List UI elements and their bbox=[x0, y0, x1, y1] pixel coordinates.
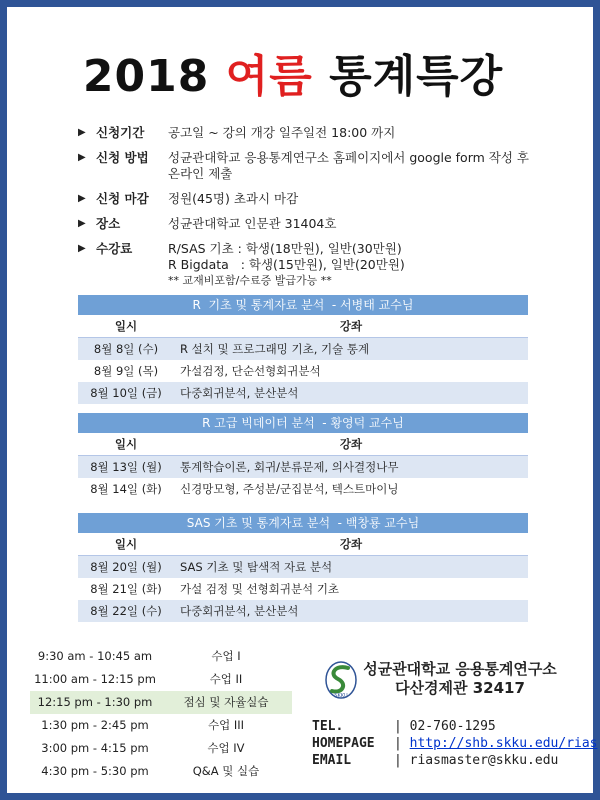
schedule-name: 점심 및 자율실습 bbox=[183, 695, 269, 709]
table-row bbox=[78, 382, 528, 404]
info-label: 신청 마감 bbox=[96, 191, 149, 206]
col-date-header: 일시 bbox=[78, 315, 174, 338]
course-table bbox=[78, 315, 528, 404]
section-header: R 고급 빅데이터 분석 - 황영덕 교수님 bbox=[78, 413, 528, 433]
table-row bbox=[78, 556, 528, 579]
table-row bbox=[78, 456, 528, 479]
course-section-r-basic bbox=[78, 295, 528, 404]
title-highlight: 여름 bbox=[225, 51, 313, 102]
contact-homepage bbox=[312, 735, 598, 752]
bullet-icon: ▶ bbox=[78, 193, 86, 204]
schedule-name: 수업 IV bbox=[207, 741, 245, 755]
row-date: 8월 13일 (월) bbox=[78, 456, 174, 479]
poster-title bbox=[0, 40, 586, 104]
row-course: SAS 기초 및 탐색적 자료 분석 bbox=[174, 556, 528, 579]
email-value[interactable]: | riasmaster@skku.edu bbox=[394, 753, 559, 768]
bullet-icon: ▶ bbox=[78, 127, 86, 138]
homepage-label: HOMEPAGE bbox=[312, 736, 375, 751]
org-address: 다산경제관 32417 bbox=[395, 679, 525, 697]
title-rest: 통계특강 bbox=[329, 51, 504, 102]
row-course: 신경망모형, 주성분/군집분석, 텍스트마이닝 bbox=[174, 478, 528, 500]
info-value-line: R Bigdata : 학생(15만원), 일반(20만원) bbox=[168, 257, 405, 272]
col-date-header: 일시 bbox=[78, 533, 174, 556]
row-course: 가설 검정 및 선형회귀분석 기초 bbox=[174, 578, 528, 600]
homepage-sep: | bbox=[394, 736, 402, 751]
schedule-time: 11:00 am - 12:15 pm bbox=[34, 672, 156, 686]
schedule-time: 12:15 pm - 1:30 pm bbox=[37, 695, 153, 709]
schedule-name: Q&A 및 실습 bbox=[192, 764, 260, 778]
homepage-value bbox=[394, 735, 598, 752]
row-date: 8월 9일 (목) bbox=[78, 360, 174, 382]
info-label: 장소 bbox=[96, 216, 121, 231]
bullet-icon: ▶ bbox=[78, 243, 86, 254]
row-course: 통계학습이론, 회귀/분류문제, 의사결정나무 bbox=[174, 456, 528, 479]
title-year: 2018 bbox=[82, 51, 210, 102]
info-row-period bbox=[78, 125, 558, 141]
homepage-link[interactable]: http://shb.skku.edu/rias bbox=[409, 736, 598, 751]
row-date: 8월 14일 (화) bbox=[78, 478, 174, 500]
course-table bbox=[78, 533, 528, 622]
schedule-time: 4:30 pm - 5:30 pm bbox=[41, 764, 149, 778]
email-label: EMAIL bbox=[312, 753, 352, 768]
info-label: 신청기간 bbox=[96, 125, 145, 140]
schedule-time: 1:30 pm - 2:45 pm bbox=[41, 718, 149, 732]
fee-note: ** 교재비포함/수료증 발급가능 ** bbox=[168, 274, 332, 287]
row-date: 8월 21일 (화) bbox=[78, 578, 174, 600]
section-header: R 기초 및 통계자료 분석 - 서병태 교수님 bbox=[78, 295, 528, 315]
info-value: 성균관대학교 인문관 31404호 bbox=[168, 216, 337, 231]
schedule-name: 수업 II bbox=[209, 672, 243, 686]
contact-email bbox=[312, 752, 598, 769]
info-label: 신청 방법 bbox=[96, 150, 149, 165]
course-section-r-bigdata bbox=[78, 413, 528, 500]
col-course-header: 강좌 bbox=[174, 315, 528, 338]
col-course-header: 강좌 bbox=[174, 533, 528, 556]
schedule-name: 수업 I bbox=[211, 649, 241, 663]
info-value bbox=[168, 241, 558, 289]
row-date: 8월 22일 (수) bbox=[78, 600, 174, 622]
course-table bbox=[78, 433, 528, 500]
table-header-row bbox=[78, 533, 528, 556]
schedule-name: 수업 III bbox=[207, 718, 245, 732]
info-value-line: 성균관대학교 응용통계연구소 홈페이지에서 google form 작성 후 bbox=[168, 150, 529, 165]
table-row bbox=[78, 360, 528, 382]
row-date: 8월 20일 (월) bbox=[78, 556, 174, 579]
info-value-line: R/SAS 기초 : 학생(18만원), 일반(30만원) bbox=[168, 241, 402, 256]
info-value: 공고일 ~ 강의 개강 일주일전 18:00 까지 bbox=[168, 125, 396, 140]
table-row bbox=[78, 338, 528, 361]
table-row bbox=[78, 478, 528, 500]
tel-label: TEL. bbox=[312, 719, 344, 734]
table-header-row bbox=[78, 433, 528, 456]
daily-schedule bbox=[30, 645, 292, 783]
tel-value: | 02-760-1295 bbox=[394, 719, 496, 734]
schedule-row bbox=[30, 714, 292, 737]
bullet-icon: ▶ bbox=[78, 218, 86, 229]
row-course: 다중회귀분석, 분산분석 bbox=[174, 600, 528, 622]
info-row-method bbox=[78, 150, 558, 182]
info-label: 수강료 bbox=[96, 241, 133, 256]
row-date: 8월 8일 (수) bbox=[78, 338, 174, 361]
schedule-row bbox=[30, 737, 292, 760]
course-section-sas-basic bbox=[78, 513, 528, 622]
info-row-deadline bbox=[78, 191, 558, 207]
table-header-row bbox=[78, 315, 528, 338]
organization bbox=[360, 660, 560, 698]
row-course: R 설치 및 프로그래밍 기초, 기술 통계 bbox=[174, 338, 528, 361]
schedule-row bbox=[30, 760, 292, 783]
contact-tel bbox=[312, 718, 598, 735]
org-name: 성균관대학교 응용통계연구소 bbox=[363, 660, 557, 678]
info-value-line: 온라인 제출 bbox=[168, 166, 233, 181]
row-date: 8월 10일 (금) bbox=[78, 382, 174, 404]
info-row-fee bbox=[78, 241, 558, 289]
info-value: 정원(45명) 초과시 마감 bbox=[168, 191, 299, 206]
info-row-place bbox=[78, 216, 558, 232]
logo-text: SKKU bbox=[334, 693, 348, 699]
col-course-header: 강좌 bbox=[174, 433, 528, 456]
schedule-row bbox=[30, 645, 292, 668]
table-row bbox=[78, 600, 528, 622]
schedule-time: 3:00 pm - 4:15 pm bbox=[41, 741, 149, 755]
row-course: 가설검정, 단순선형회귀분석 bbox=[174, 360, 528, 382]
row-course: 다중회귀분석, 분산분석 bbox=[174, 382, 528, 404]
schedule-row-lunch bbox=[30, 691, 292, 714]
table-row bbox=[78, 578, 528, 600]
schedule-time: 9:30 am - 10:45 am bbox=[37, 649, 153, 663]
info-value bbox=[168, 150, 558, 182]
schedule-row bbox=[30, 668, 292, 691]
institute-logo-icon bbox=[324, 660, 358, 700]
contact-info bbox=[312, 718, 598, 769]
section-header: SAS 기초 및 통계자료 분석 - 백창룡 교수님 bbox=[78, 513, 528, 533]
col-date-header: 일시 bbox=[78, 433, 174, 456]
info-list bbox=[78, 125, 558, 298]
bullet-icon: ▶ bbox=[78, 152, 86, 163]
